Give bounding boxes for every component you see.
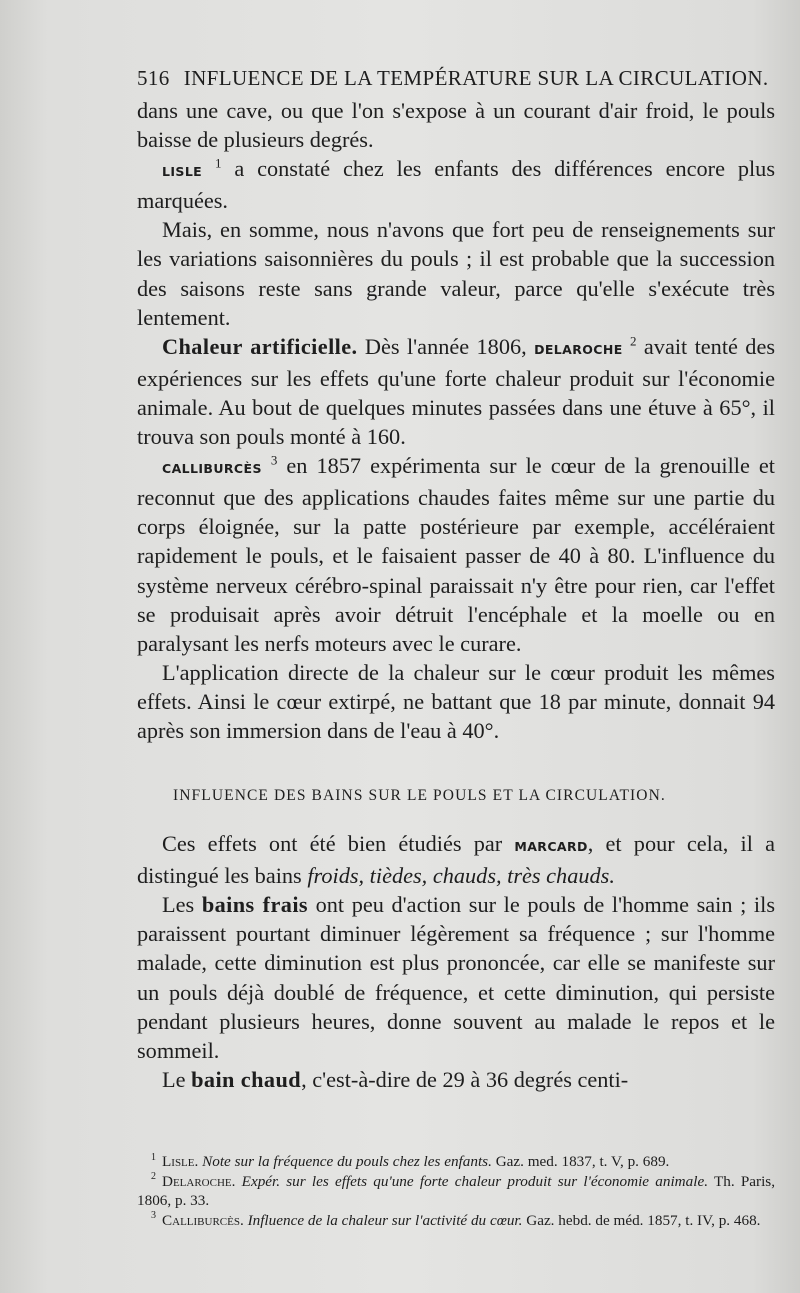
footnotes bbox=[137, 1152, 775, 1230]
section-paragraph-1 bbox=[137, 829, 775, 890]
footnote-1 bbox=[137, 1152, 775, 1172]
footnote-1-title: Note sur la fréquence du pouls chez les enfants. bbox=[202, 1153, 492, 1170]
section-paragraph-2-text-b: ont peu d'action sur le pouls de l'homme sain ; ils paraissent pourtant diminuer légèrement sa fréquence ; sur l'homme malade, cette diminution est plus prononcée, car elle se manifeste sur un pouls déjà doublé de fréquence, et cette diminution, qui persiste pendant plusieurs heures, donne souvent au malade le repos et le sommeil. bbox=[137, 892, 776, 1063]
author-lisle: LISLE bbox=[162, 164, 203, 180]
term-bain-chaud: bain chaud bbox=[191, 1066, 302, 1092]
footnote-1-number: 1 bbox=[151, 1151, 156, 1163]
heading-chaleur-artificielle: Chaleur artificielle. bbox=[162, 333, 358, 359]
section-paragraph-1-text-a: Ces effets ont été bien étudiés par bbox=[162, 831, 515, 857]
paragraph-6-text: L'application directe de la chaleur sur le cœur produit les mêmes effets. Ainsi le cœur extirpé, ne battant que 18 par minute, donnait 94 après son immersion dans de l'eau à 40°. bbox=[137, 659, 775, 743]
paragraph-6 bbox=[137, 658, 775, 745]
section-paragraph-3-text-a: Le bbox=[162, 1066, 192, 1092]
author-marcard: MARCARD bbox=[514, 839, 588, 855]
footnote-ref-3: 3 bbox=[270, 452, 278, 468]
paragraph-3 bbox=[137, 215, 775, 331]
paragraph-5-text: en 1857 expérimenta sur le cœur de la grenouille et reconnut que des applications chaudes faites même sur une partie du corps éloignée, sur la patte postérieure par exemple, accéléraient rapidement le pouls, et le faisaient passer de 40 à 80. L'influence du système nerveux cérébro-spinal paraissait n'y être pour rien, car l'effet se produisait après avoir détruit l'encéphale et la moelle ou en paralysant les nerfs moteurs avec le curare. bbox=[137, 453, 776, 656]
paragraph-4-text-a: Dès l'année 1806, bbox=[357, 333, 535, 359]
footnote-3-author: Calliburcès. bbox=[162, 1211, 244, 1229]
author-delaroche: DELAROCHE bbox=[534, 341, 623, 357]
running-title: INFLUENCE DE LA TEMPÉRATURE SUR LA CIRCULATION. bbox=[183, 66, 769, 90]
footnote-ref-2: 2 bbox=[630, 333, 637, 349]
running-header bbox=[137, 66, 775, 91]
paragraph-4-text-b: avait tenté des expériences sur les effets qu'une forte chaleur produit sur l'économie animale. Au bout de quelques minutes passées dans une étuve à 65°, il trouva son pouls monté à 160. bbox=[137, 333, 776, 450]
main-text bbox=[137, 96, 775, 1094]
footnote-2-source: Th. Paris, 1806, p. 33. bbox=[137, 1172, 776, 1209]
paragraph-1 bbox=[137, 96, 775, 154]
footnote-1-source: Gaz. med. 1837, t. V, p. 689. bbox=[491, 1153, 670, 1170]
footnote-1-author: Lisle. bbox=[162, 1153, 199, 1170]
section-paragraph-2 bbox=[137, 890, 775, 1065]
section-paragraph-3 bbox=[137, 1065, 775, 1094]
footnote-3 bbox=[137, 1211, 775, 1231]
author-calliburces: CALLIBURCÈS bbox=[162, 461, 262, 477]
paragraph-2 bbox=[137, 154, 775, 215]
footnote-2-number: 2 bbox=[151, 1171, 156, 1183]
term-bains-frais: bains frais bbox=[201, 892, 308, 918]
paragraph-3-text: Mais, en somme, nous n'avons que fort peu de renseignements sur les variations saisonnières du pouls ; il est probable que la succession des saisons reste sans grande valeur, parce qu'elle s'exécute très lentement. bbox=[137, 217, 775, 330]
footnote-2 bbox=[137, 1172, 775, 1211]
footnote-3-number: 3 bbox=[151, 1210, 156, 1222]
section-paragraph-3-text-b: , c'est-à-dire de 29 à 36 degrés centi- bbox=[301, 1066, 629, 1092]
paragraph-1-text: dans une cave, ou que l'on s'expose à un courant d'air froid, le pouls baisse de plusieurs degrés. bbox=[137, 98, 775, 153]
section-paragraph-1-text-b: , et pour cela, il a distingué les bains bbox=[137, 831, 775, 889]
section-title: INFLUENCE DES BAINS SUR LE POULS ET LA CIRCULATION. bbox=[173, 787, 666, 805]
footnote-2-author: Delaroche. bbox=[162, 1172, 236, 1190]
paragraph-2-text: a constaté chez les enfants des différences encore plus marquées. bbox=[137, 156, 775, 214]
footnote-3-source: Gaz. hebd. de méd. 1857, t. IV, p. 468. bbox=[522, 1211, 761, 1229]
section-paragraph-2-text-a: Les bbox=[162, 892, 202, 918]
bath-types: froids, tièdes, chauds, très chauds. bbox=[307, 863, 615, 889]
footnote-ref-1: 1 bbox=[214, 155, 222, 171]
page-number: 516 bbox=[137, 66, 170, 90]
footnote-2-title: Expér. sur les effets qu'une forte chaleur produit sur l'économie animale. bbox=[241, 1172, 708, 1190]
paragraph-4 bbox=[137, 332, 775, 451]
footnote-3-title: Influence de la chaleur sur l'activité du cœur. bbox=[247, 1211, 523, 1229]
paragraph-5 bbox=[137, 451, 775, 658]
